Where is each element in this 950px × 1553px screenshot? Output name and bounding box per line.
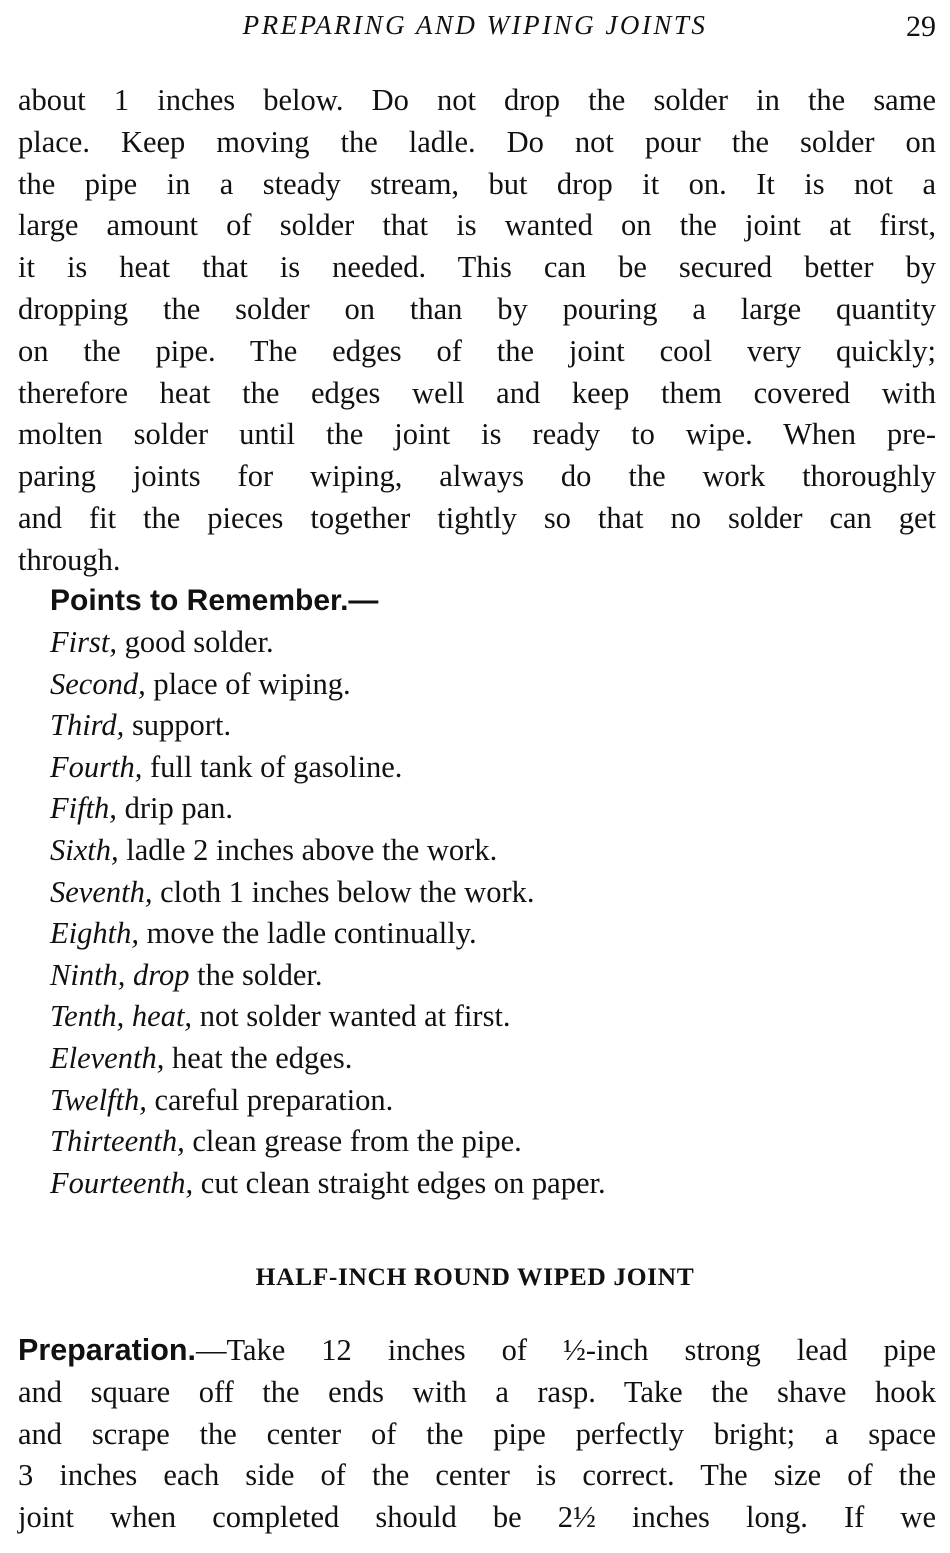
section-heading: HALF-INCH ROUND WIPED JOINT bbox=[255, 1262, 695, 1291]
list-item-ordinal: Twelfth, bbox=[50, 1082, 147, 1117]
text-line: the pipe in a steady stream, but drop it on. It is not a bbox=[18, 166, 936, 201]
list-item-text: place of wiping. bbox=[145, 666, 351, 701]
text-line bbox=[18, 1330, 936, 1372]
text-line: therefore heat the edges well and keep them covered with bbox=[18, 375, 936, 410]
list-item-ordinal: Thirteenth, bbox=[50, 1124, 185, 1159]
list-item-text: good solder. bbox=[116, 625, 274, 659]
text-line: through. bbox=[18, 542, 121, 577]
list-item bbox=[50, 788, 606, 830]
list-item bbox=[50, 705, 606, 747]
text-line: on the pipe. The edges of the joint cool very quickly; bbox=[18, 333, 936, 368]
points-to-remember-list bbox=[50, 622, 606, 1204]
list-item-text: clean grease from the pipe. bbox=[184, 1124, 522, 1159]
list-item-ordinal: Sixth, bbox=[50, 832, 119, 867]
text-line bbox=[18, 1497, 936, 1539]
running-head bbox=[0, 4, 950, 44]
fraction-half: ½ bbox=[573, 1500, 596, 1535]
list-item-ordinal: Eighth, bbox=[50, 916, 139, 951]
text-line: 3 inches each side of the center is correct. The size of the bbox=[18, 1458, 936, 1493]
list-item bbox=[50, 622, 606, 664]
text-fragment: -inch strong lead pipe bbox=[585, 1333, 937, 1367]
list-item-ordinal: Seventh, bbox=[50, 874, 153, 909]
list-item-text: support. bbox=[124, 708, 232, 743]
list-item-ordinal: Fourteenth, bbox=[50, 1165, 194, 1200]
paragraph-preparation bbox=[18, 1330, 936, 1539]
list-item bbox=[50, 913, 606, 955]
running-title: PREPARING AND WIPING JOINTS bbox=[242, 10, 708, 40]
list-item-ordinal: Ninth, drop bbox=[50, 957, 190, 992]
text-line: and scrape the center of the pipe perfectly bright; a space bbox=[18, 1416, 936, 1451]
text-line: it is heat that is needed. This can be secured better by bbox=[18, 250, 936, 285]
text-line: large amount of solder that is wanted on the joint at first, bbox=[18, 208, 936, 243]
list-item-ordinal: Fourth, bbox=[50, 749, 143, 784]
paragraph-body bbox=[18, 80, 936, 582]
list-item bbox=[50, 664, 606, 706]
list-item bbox=[50, 830, 606, 872]
list-item-ordinal: First, bbox=[50, 625, 117, 659]
text-line: molten solder until the joint is ready to wipe. When pre- bbox=[18, 417, 936, 452]
list-item-ordinal: Fifth, bbox=[50, 791, 117, 826]
list-item-text: the solder. bbox=[189, 957, 323, 992]
points-to-remember-heading: Points to Remember.— bbox=[50, 584, 379, 617]
text-line: and fit the pieces together tightly so that no solder can get bbox=[18, 500, 936, 535]
list-item-text: not solder wanted at first. bbox=[192, 999, 511, 1034]
list-item-text: full tank of gasoline. bbox=[142, 749, 403, 784]
list-item bbox=[50, 872, 606, 914]
list-item-text: careful preparation. bbox=[146, 1082, 394, 1117]
text-line: dropping the solder on than by pouring a large quantity bbox=[18, 291, 936, 326]
text-line: about 1 inches below. Do not drop the solder in the same bbox=[18, 83, 936, 117]
text-line: paring joints for wiping, always do the work thoroughly bbox=[18, 459, 936, 494]
text-fragment: —Take 12 inches of bbox=[195, 1333, 563, 1367]
page-number: 29 bbox=[906, 10, 936, 43]
list-item-ordinal: Tenth, heat, bbox=[50, 999, 193, 1034]
list-item bbox=[50, 1080, 606, 1122]
list-item-text: heat the edges. bbox=[164, 1040, 353, 1075]
paragraph-solder-technique bbox=[18, 80, 936, 582]
paragraph-body bbox=[18, 1330, 936, 1539]
preparation-lead-in: Preparation. bbox=[18, 1333, 196, 1367]
list-item-text: ladle 2 inches above the work. bbox=[118, 832, 498, 867]
list-item-ordinal: Eleventh, bbox=[50, 1040, 165, 1075]
list-item bbox=[50, 1038, 606, 1080]
text-line: place. Keep moving the ladle. Do not pour the solder on bbox=[18, 124, 936, 159]
list-item-text: move the ladle continually. bbox=[138, 916, 477, 951]
list-item-text: cloth 1 inches below the work. bbox=[152, 874, 535, 909]
list-item bbox=[50, 747, 606, 789]
list-item bbox=[50, 955, 606, 997]
list-item-ordinal: Second, bbox=[50, 666, 146, 701]
list-item-ordinal: Third, bbox=[50, 708, 125, 743]
text-line: and square off the ends with a rasp. Take the shave hook bbox=[18, 1374, 936, 1409]
list-item bbox=[50, 1121, 606, 1163]
list-item bbox=[50, 1163, 606, 1205]
text-fragment: inches long. If we bbox=[595, 1500, 936, 1535]
list-item-text: cut clean straight edges on paper. bbox=[193, 1165, 606, 1200]
fraction-half: ½ bbox=[563, 1333, 586, 1367]
list-item-text: drip pan. bbox=[116, 791, 233, 826]
text-fragment: joint when completed should be 2 bbox=[18, 1500, 573, 1535]
list-item bbox=[50, 996, 606, 1038]
